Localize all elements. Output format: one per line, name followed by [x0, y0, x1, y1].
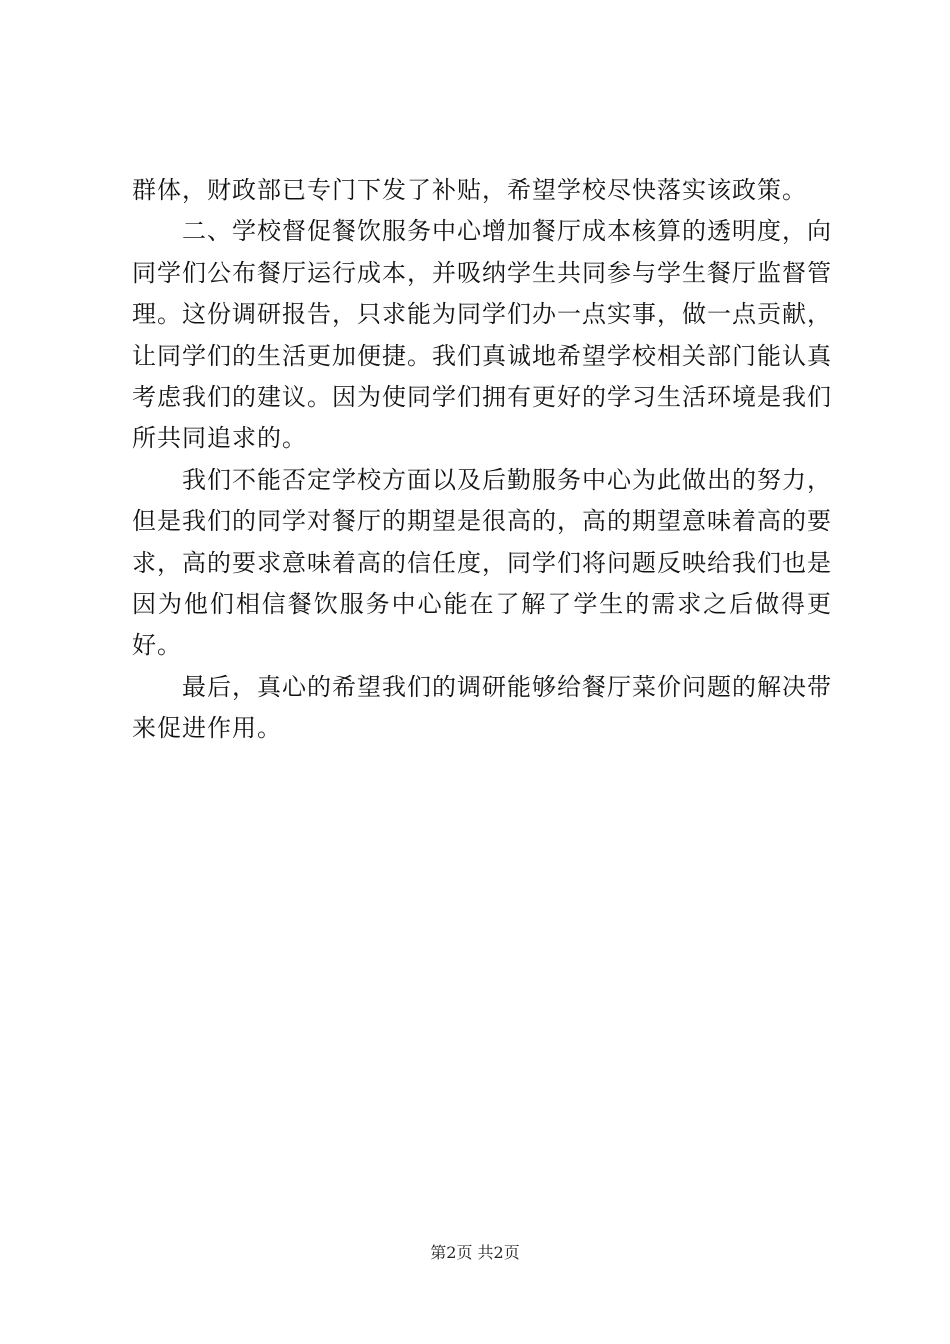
document-body — [132, 170, 832, 750]
paragraph: 群体，财政部已专门下发了补贴，希望学校尽快落实该政策。 — [132, 176, 807, 204]
paragraph: 我们不能否定学校方面以及后勤服务中心为此做出的努力，但是我们的同学对餐厅的期望是很高的，高的期望意味着高的要求，高的要求意味着高的信任度，同学们将问题反映给我们也是因为他们相信餐饮服务中心能在了解了学生的需求之后做得更好。 — [132, 465, 832, 660]
page-footer — [0, 1241, 950, 1265]
paragraph: 二、学校督促餐饮服务中心增加餐厅成本核算的透明度，向同学们公布餐厅运行成本，并吸纳学生共同参与学生餐厅监督管理。这份调研报告，只求能为同学们办一点实事，做一点贡献，让同学们的生活更加便捷。我们真诚地希望学校相关部门能认真考虑我们的建议。因为使同学们拥有更好的学习生活环境是我们所共同追求的。 — [132, 217, 832, 453]
paragraph: 最后，真心的希望我们的调研能够给餐厅菜价问题的解决带来促进作用。 — [132, 672, 832, 743]
page-number-label: 第2页 共2页 — [430, 1243, 520, 1262]
